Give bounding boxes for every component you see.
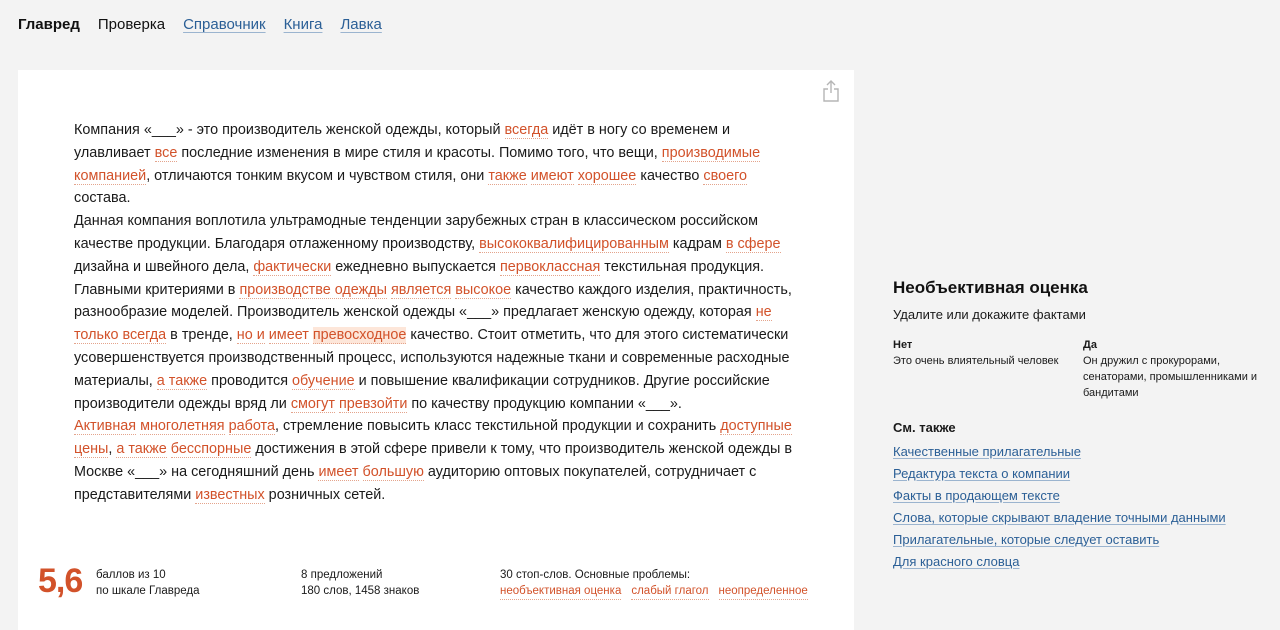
highlighted-word[interactable]: цены	[74, 441, 109, 458]
problem-list	[500, 583, 808, 600]
nav-item-reference[interactable]: Справочник	[183, 16, 266, 33]
score-caption-line1: баллов из 10	[96, 569, 166, 581]
score-caption-line2: по шкале Главреда	[96, 585, 200, 597]
nav-item-glavred[interactable]: Главред	[18, 16, 80, 33]
highlighted-word[interactable]: высококвалифицированным	[479, 235, 669, 252]
highlighted-word[interactable]: многолетняя	[140, 418, 225, 435]
explanation-panel	[893, 278, 1263, 573]
share-icon[interactable]	[822, 80, 840, 102]
highlighted-word[interactable]: своего	[703, 167, 748, 184]
example-yes-text: Он дружил с прокурорами, сенаторами, промышленниками и бандитами	[1083, 355, 1258, 399]
problem-tag[interactable]: необъективная оценка	[500, 583, 621, 600]
problem-tag[interactable]: неопределенное	[719, 583, 808, 600]
problem-tag[interactable]: слабый глагол	[631, 583, 708, 600]
text-stats	[301, 567, 419, 599]
highlighted-word[interactable]: имеет	[268, 327, 309, 344]
see-also-heading: См. также	[893, 420, 956, 435]
text-paragraph: Активная многолетняя работа, стремление повысить класс текстильной продукции и сохранить доступные цены, а также бесспорные достижения в этой сфере привели к тому, что производитель женской одежды в Москве «___» на сегодняшний день имеет большую аудиторию оптовых покупателей, сотрудничает с представителями известных розничных сетей.	[74, 418, 792, 503]
example-no-label: Нет	[893, 339, 913, 351]
see-also-link[interactable]: Слова, которые скрывают владение точными данными	[893, 510, 1226, 525]
highlighted-word[interactable]: доступные	[720, 418, 792, 435]
panel-title: Необъективная оценка	[893, 278, 1088, 297]
highlighted-word[interactable]: работа	[228, 418, 275, 435]
highlighted-word[interactable]: обучение	[292, 372, 355, 389]
highlighted-word[interactable]: Активная	[74, 418, 137, 435]
highlighted-word[interactable]: большую	[362, 463, 424, 480]
example-columns	[893, 337, 1263, 401]
example-no-text: Это очень влиятельный человек	[893, 355, 1059, 367]
highlighted-word[interactable]: производимые компанией	[74, 144, 761, 184]
highlighted-word[interactable]: производстве одежды	[239, 281, 388, 298]
highlighted-word[interactable]: а также	[116, 441, 167, 458]
see-also-link[interactable]: Факты в продающем тексте	[893, 488, 1060, 503]
nav-item-check[interactable]: Проверка	[97, 16, 166, 33]
see-also-link[interactable]: Прилагательные, которые следует оставить	[893, 532, 1160, 547]
highlighted-word[interactable]: также	[488, 167, 527, 184]
example-yes-label: Да	[1083, 339, 1097, 351]
sentence-count: 8 предложений	[301, 569, 383, 581]
see-also-link[interactable]: Качественные прилагательные	[893, 444, 1081, 459]
highlighted-word[interactable]: смогут	[290, 395, 335, 412]
highlighted-word[interactable]: а также	[156, 372, 208, 389]
text-paragraph: Данная компания воплотила ультрамодные тенденции зарубежных стран в классическом российском качестве продукции. Благодаря отлаженному производству, высококвалифицированным кадрам в сфере дизайна и швейного дела, фактически ежедневно выпускается первоклассная текстильная продукция. Главными критериями в производстве одежды является высокое качество каждого изделия, практичность, разнообразие моделей. Производитель женской одежды «___» предлагает женскую одежду, которая не только всегда в тренде, но и имеет превосходное качество. Стоит отметить, что для этого систематически усовершенствуется производственный процесс, используются надежные ткани и современные расходные материалы, а также проводится обучение и повышение квалификации сотрудников. Другие российские производители одежды вряд ли смогут превзойти по качеству продукцию компании «___».	[74, 213, 792, 412]
highlighted-word[interactable]: известных	[195, 486, 265, 503]
stopword-count: 30 стоп-слов. Основные проблемы:	[500, 569, 691, 581]
score-caption	[96, 567, 199, 599]
highlighted-word[interactable]: не только	[74, 304, 772, 344]
score-value: 5,6	[38, 562, 83, 600]
highlighted-word[interactable]: но и	[236, 327, 265, 344]
editor-text[interactable]	[74, 119, 794, 507]
see-also-link[interactable]: Редактура текста о компании	[893, 466, 1071, 481]
nav-item-shop[interactable]: Лавка	[340, 16, 382, 33]
text-paragraph: Компания «___» - это производитель женской одежды, который всегда идёт в ногу со временем и улавливает все последние изменения в мире стиля и красоты. Помимо того, что вещи, производимые компанией, отличаются тонким вкусом и чувством стиля, они также имеют хорошее качество своего состава.	[74, 122, 761, 207]
highlighted-word[interactable]: первоклассная	[499, 258, 601, 275]
highlighted-word[interactable]: высокое	[455, 281, 512, 298]
word-count: 180 слов, 1458 знаков	[301, 585, 420, 597]
highlighted-word[interactable]: превосходное	[312, 327, 407, 344]
example-no	[893, 337, 1083, 401]
highlighted-word[interactable]: всегда	[504, 122, 549, 138]
highlighted-word[interactable]: является	[391, 281, 452, 298]
see-also-links	[893, 441, 1263, 573]
highlighted-word[interactable]: хорошее	[577, 167, 637, 184]
highlighted-word[interactable]: превзойти	[338, 395, 408, 412]
highlighted-word[interactable]: фактически	[253, 258, 332, 275]
stopword-stats	[500, 567, 808, 600]
highlighted-word[interactable]: всегда	[122, 327, 167, 344]
see-also-link[interactable]: Для красного словца	[893, 554, 1020, 569]
top-nav	[18, 16, 400, 33]
highlighted-word[interactable]: имеет	[318, 463, 359, 480]
nav-item-book[interactable]: Книга	[283, 16, 323, 33]
example-yes	[1083, 337, 1263, 401]
panel-subtitle: Удалите или докажите фактами	[893, 307, 1086, 322]
highlighted-word[interactable]: бесспорные	[170, 441, 252, 458]
highlighted-word[interactable]: в сфере	[725, 235, 781, 252]
highlighted-word[interactable]: все	[154, 144, 178, 161]
editor-card	[18, 70, 854, 630]
highlighted-word[interactable]: имеют	[530, 167, 574, 184]
